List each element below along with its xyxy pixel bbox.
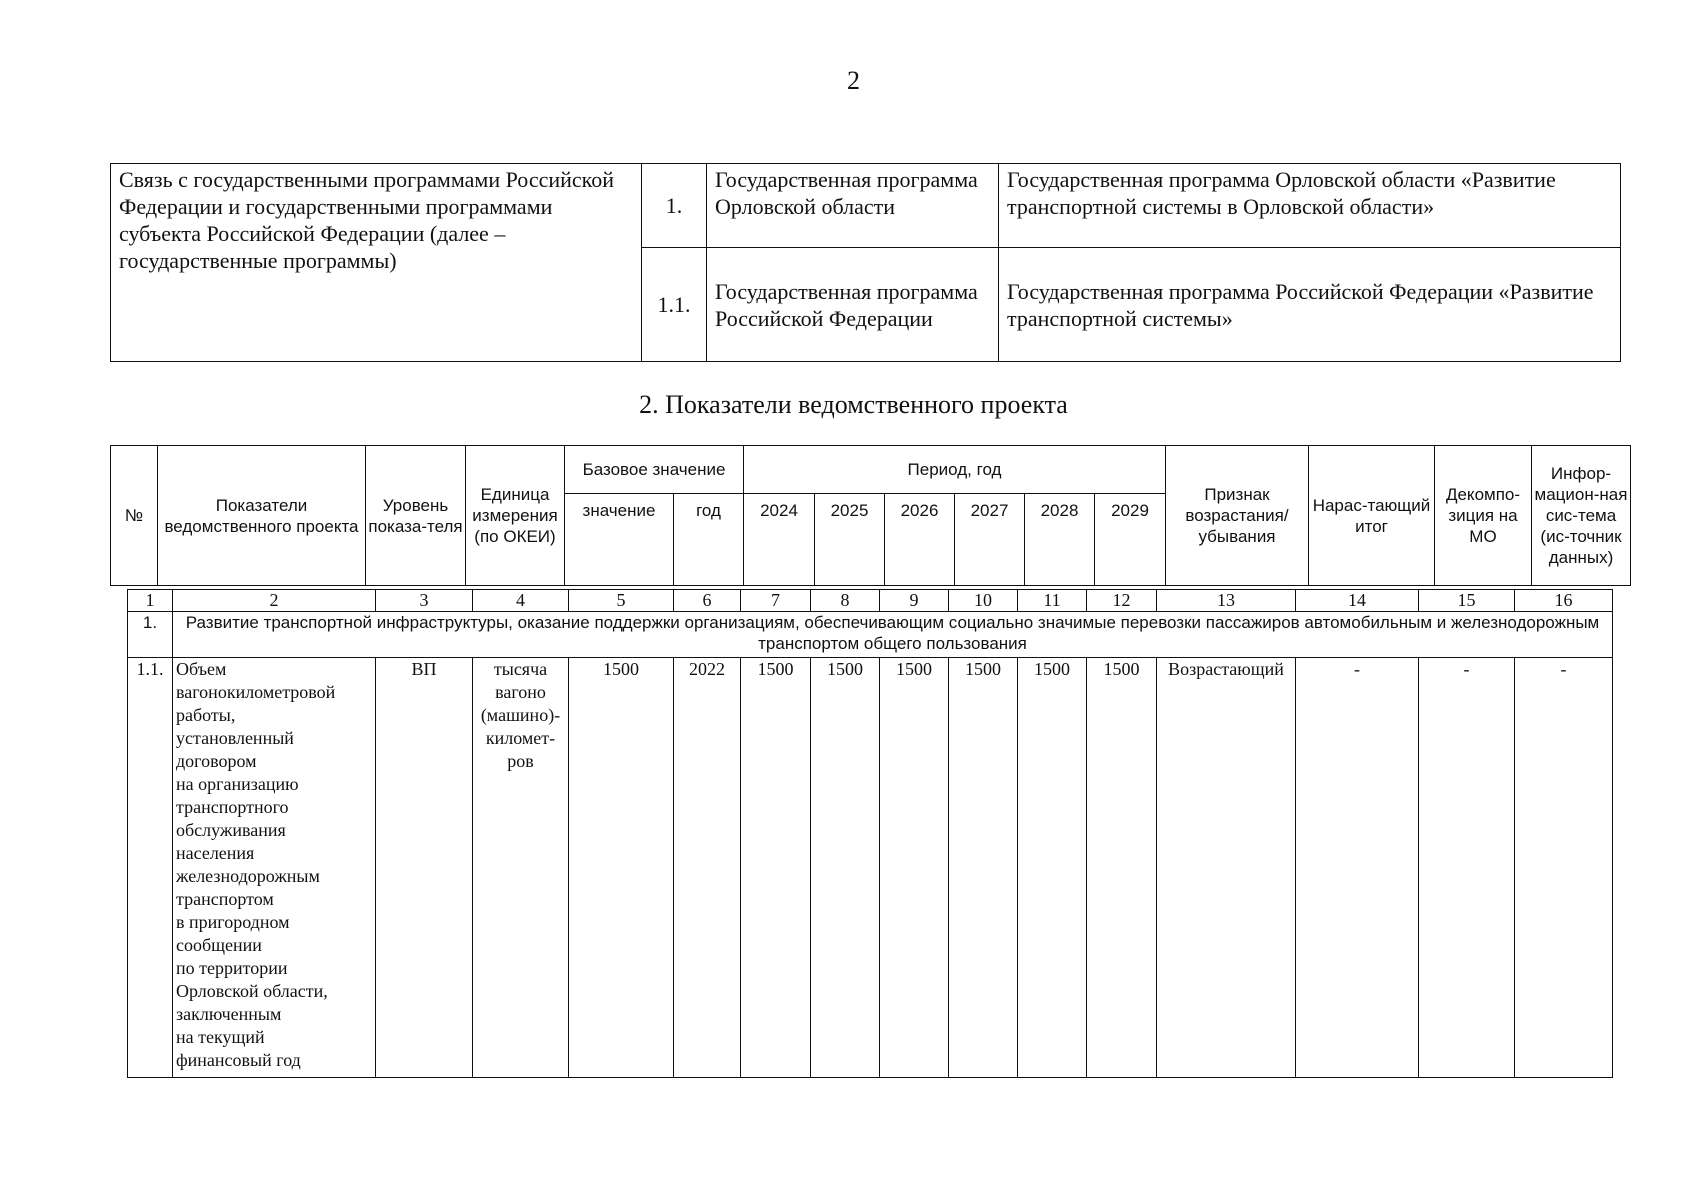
header-number: №: [111, 446, 158, 586]
indicator-level: ВП: [376, 658, 473, 1078]
indicator-trend: Возрастающий: [1157, 658, 1296, 1078]
indicator-decomposition: -: [1419, 658, 1515, 1078]
indicator-base-value: 1500: [569, 658, 674, 1078]
header-base-value: значение: [565, 494, 674, 586]
header-base-year: год: [674, 494, 744, 586]
indicators-header-table: [110, 445, 1631, 586]
column-number: 10: [949, 590, 1018, 612]
header-year-2029: 2029: [1095, 494, 1166, 586]
column-number: 4: [473, 590, 569, 612]
state-program-name: Государственная программа Орловской области «Развитие транспортной системы в Орловской области»: [999, 164, 1621, 248]
state-programs-label: Связь с государственными программами Российской Федерации и государственными программами субъекта Российской Федерации (далее – государственные программы): [111, 164, 642, 362]
column-number: 7: [741, 590, 811, 612]
indicator-value-2027: 1500: [949, 658, 1018, 1078]
header-year-2025: 2025: [815, 494, 885, 586]
indicator-value-2026: 1500: [880, 658, 949, 1078]
column-number: 8: [811, 590, 880, 612]
indicator-unit: тысяча вагоно (машино)- километ- ров: [473, 658, 569, 1078]
indicator-name: Объем вагонокилометровой работы, установленный договором на организацию транспортного обслуживания населения железнодорожным транспортом в пригородном сообщении по территории Орловской области, заключенным на текущий финансовый год: [173, 658, 376, 1078]
indicator-cumulative: -: [1296, 658, 1419, 1078]
indicator-row: [128, 658, 1613, 1078]
column-number: 6: [674, 590, 741, 612]
header-info-system: Инфор-мацион-ная сис-тема (ис-точник данных): [1532, 446, 1631, 586]
header-trend: Признак возрастания/ убывания: [1166, 446, 1309, 586]
header-level: Уровень показа-теля: [366, 446, 466, 586]
section-number: 1.: [128, 612, 173, 658]
column-number: 16: [1515, 590, 1613, 612]
indicator-number: 1.1.: [128, 658, 173, 1078]
column-number: 14: [1296, 590, 1419, 612]
header-base: Базовое значение: [565, 446, 744, 494]
header-year-2024: 2024: [744, 494, 815, 586]
column-number: 13: [1157, 590, 1296, 612]
state-program-number: 1.1.: [642, 248, 707, 362]
page-number: 2: [847, 66, 860, 95]
state-program-number: 1.: [642, 164, 707, 248]
indicator-info-system: -: [1515, 658, 1613, 1078]
header-period: Период, год: [744, 446, 1166, 494]
indicator-value-2025: 1500: [811, 658, 880, 1078]
column-number: 5: [569, 590, 674, 612]
header-year-2026: 2026: [885, 494, 955, 586]
header-year-2027: 2027: [955, 494, 1025, 586]
header-year-2028: 2028: [1025, 494, 1095, 586]
column-number: 9: [880, 590, 949, 612]
state-program-name: Государственная программа Российской Федерации «Развитие транспортной системы»: [999, 248, 1621, 362]
header-decomposition: Декомпо-зиция на МО: [1435, 446, 1532, 586]
column-numbers-row: [128, 590, 1613, 612]
column-number: 12: [1087, 590, 1157, 612]
column-number: 3: [376, 590, 473, 612]
state-program-type: Государственная программа Орловской области: [707, 164, 999, 248]
indicator-base-year: 2022: [674, 658, 741, 1078]
column-number: 1: [128, 590, 173, 612]
column-number: 2: [173, 590, 376, 612]
header-cumulative: Нарас-тающий итог: [1309, 446, 1435, 586]
section-title: 2. Показатели ведомственного проекта: [639, 390, 1068, 419]
column-number: 15: [1419, 590, 1515, 612]
header-indicator: Показатели ведомственного проекта: [158, 446, 366, 586]
header-unit: Единица измерения (по ОКЕИ): [466, 446, 565, 586]
indicator-value-2028: 1500: [1018, 658, 1087, 1078]
state-programs-table: [110, 163, 1621, 362]
section-row: [128, 612, 1613, 658]
state-program-row: [111, 164, 1621, 248]
indicator-value-2029: 1500: [1087, 658, 1157, 1078]
section-text: Развитие транспортной инфраструктуры, оказание поддержки организациям, обеспечивающим социально значимые перевозки пассажиров автомобильным и железнодорожным транспортом общего пользования: [173, 612, 1613, 658]
indicator-value-2024: 1500: [741, 658, 811, 1078]
column-number: 11: [1018, 590, 1087, 612]
indicators-body-table: [127, 589, 1613, 1078]
state-program-type: Государственная программа Российской Федерации: [707, 248, 999, 362]
